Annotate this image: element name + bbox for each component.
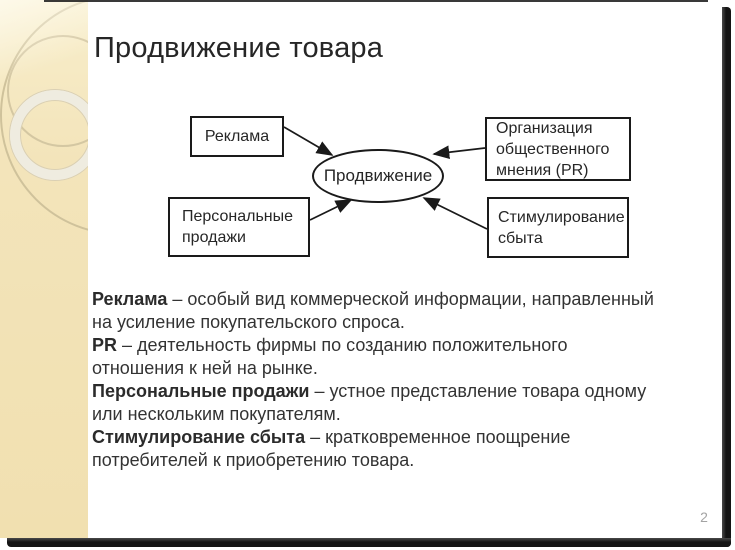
definition-sales-promotion xyxy=(92,426,654,472)
diagram-box-personal-sales xyxy=(168,197,310,257)
diagram-ellipse-promotion xyxy=(312,149,444,203)
diagram-box-personal-sales-label: Персональные продажи xyxy=(182,208,294,246)
arrow-advertising-to-promotion xyxy=(284,127,332,155)
diagram-ellipse-promotion-label: Продвижение xyxy=(323,166,433,185)
diagram-box-sales-promotion-label: Стимулирование сбыта xyxy=(498,208,625,247)
definitions-block xyxy=(92,288,654,472)
decor-highlight xyxy=(0,0,88,90)
definition-advertising-term: Реклама xyxy=(92,289,168,309)
arrow-pr-to-promotion xyxy=(434,148,485,154)
slide-frame-top xyxy=(44,0,708,2)
diagram-box-pr-label: Организация общественного мнения (PR) xyxy=(496,119,610,179)
definition-personal-sales xyxy=(92,380,654,426)
sidebar-decoration xyxy=(0,0,88,538)
diagram-box-advertising-label: Реклама xyxy=(204,128,270,145)
definition-advertising xyxy=(92,288,654,334)
definition-sales-promotion-term: Стимулирование сбыта xyxy=(92,427,306,447)
definition-advertising-text: – особый вид коммерческой информации, направленный на усиление покупательского спроса. xyxy=(92,289,654,332)
diagram-box-pr xyxy=(485,117,631,181)
definition-sales-promotion-text: – кратковременное поощрение потребителей к приобретению товара. xyxy=(92,427,571,470)
diagram-box-sales-promotion xyxy=(487,197,629,258)
arrow-personal-sales-to-promotion xyxy=(310,200,351,220)
definition-pr xyxy=(92,334,654,380)
page-number: 2 xyxy=(700,509,708,525)
arrow-sales-promotion-to-promotion xyxy=(424,198,487,229)
definition-pr-text: – деятельность фирмы по созданию положительного отношения к ней на рынке. xyxy=(92,335,568,378)
definition-pr-term: PR xyxy=(92,335,118,355)
diagram-box-advertising xyxy=(190,116,284,157)
slide-frame-bottom xyxy=(7,538,731,547)
definition-personal-sales-text: – устное представление товара одному или нескольким покупателям. xyxy=(92,381,647,424)
slide-frame-right xyxy=(722,7,731,547)
page-title: Продвижение товара xyxy=(94,32,384,64)
definition-personal-sales-term: Персональные продажи xyxy=(92,381,310,401)
